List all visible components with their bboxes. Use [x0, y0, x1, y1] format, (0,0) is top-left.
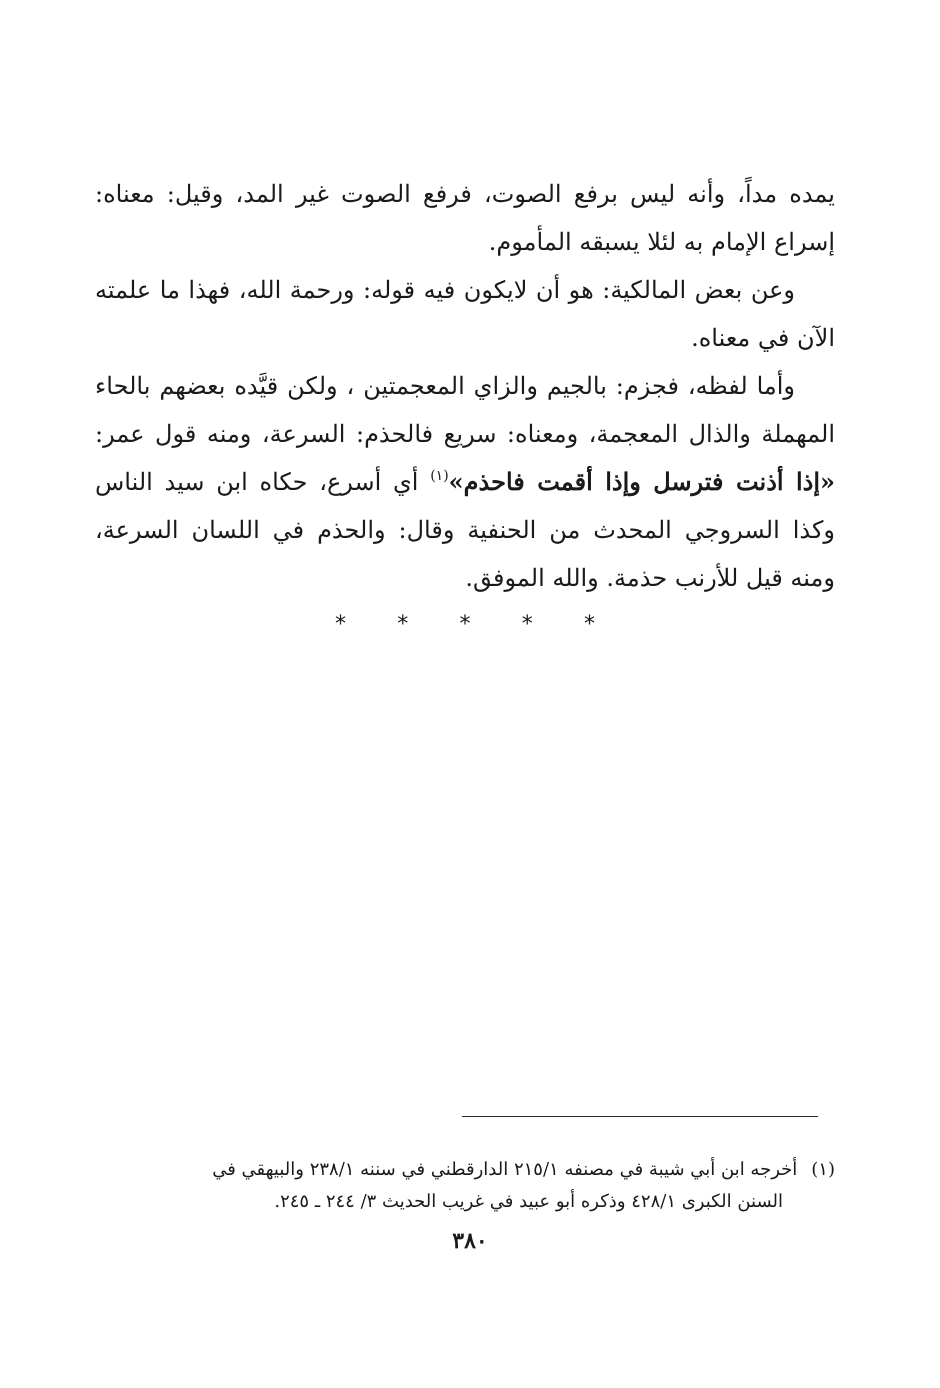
section-separator	[335, 612, 595, 637]
asterisk-ornament: *	[521, 612, 533, 637]
paragraph-1-text: يمده مداً، وأنه ليس برفع الصوت، فرفع الصوت غير المد، وقيل: معناه: إسراع الإمام به لئلا يسبقه المأموم.	[95, 180, 835, 256]
paragraph-3-text-a: وأما لفظه، فجزم: بالجيم والزاي المعجمتين ، ولكن قيَّده بعضهم بالحاء المهملة والذال المعجمة، ومعناه: سريع فالحذم: السرعة، ومنه قول عمر:	[95, 372, 835, 448]
paragraph-2-text: وعن بعض المالكية: هو أن لايكون فيه قوله: ورحمة الله، فهذا ما علمته الآن في معناه.	[95, 276, 835, 352]
footnote-line-1	[95, 1154, 835, 1186]
asterisk-ornament: *	[584, 612, 595, 637]
asterisk-ornament: *	[335, 612, 346, 637]
asterisk-ornament: *	[397, 612, 409, 637]
paragraph-1	[95, 170, 835, 266]
footnotes	[95, 1154, 835, 1218]
paragraph-3	[95, 362, 835, 602]
asterisk-ornament: *	[459, 612, 471, 637]
footnote-text-1: أخرجه ابن أبي شيبة في مصنفه ٢١٥/١ الدارقطني في سننه ٢٣٨/١ والبيهقي في	[212, 1159, 798, 1180]
footnote-line-2	[95, 1186, 835, 1218]
page-number: ٣٨٠	[452, 1228, 488, 1254]
quoted-hadith: «إذا أذنت فترسل وإذا أقمت فاحذم»	[448, 467, 836, 496]
paragraph-2	[95, 266, 835, 362]
main-text	[95, 170, 835, 602]
footnote-reference[interactable]: (١)	[430, 468, 449, 484]
paragraph-3-text-b: أي أسرع، حكاه ابن سيد الناس وكذا السروجي المحدث من الحنفية وقال: والحذم في اللسان السرعة، ومنه قيل للأرنب حذمة. والله الموفق.	[95, 468, 835, 592]
footnote-number: (١)	[811, 1159, 835, 1180]
footnote-divider	[462, 1116, 818, 1117]
footnote-text-2: السنن الكبرى ٤٢٨/١ وذكره أبو عبيد في غريب الحديث ٣/ ٢٤٤ ـ ٢٤٥.	[274, 1191, 783, 1212]
